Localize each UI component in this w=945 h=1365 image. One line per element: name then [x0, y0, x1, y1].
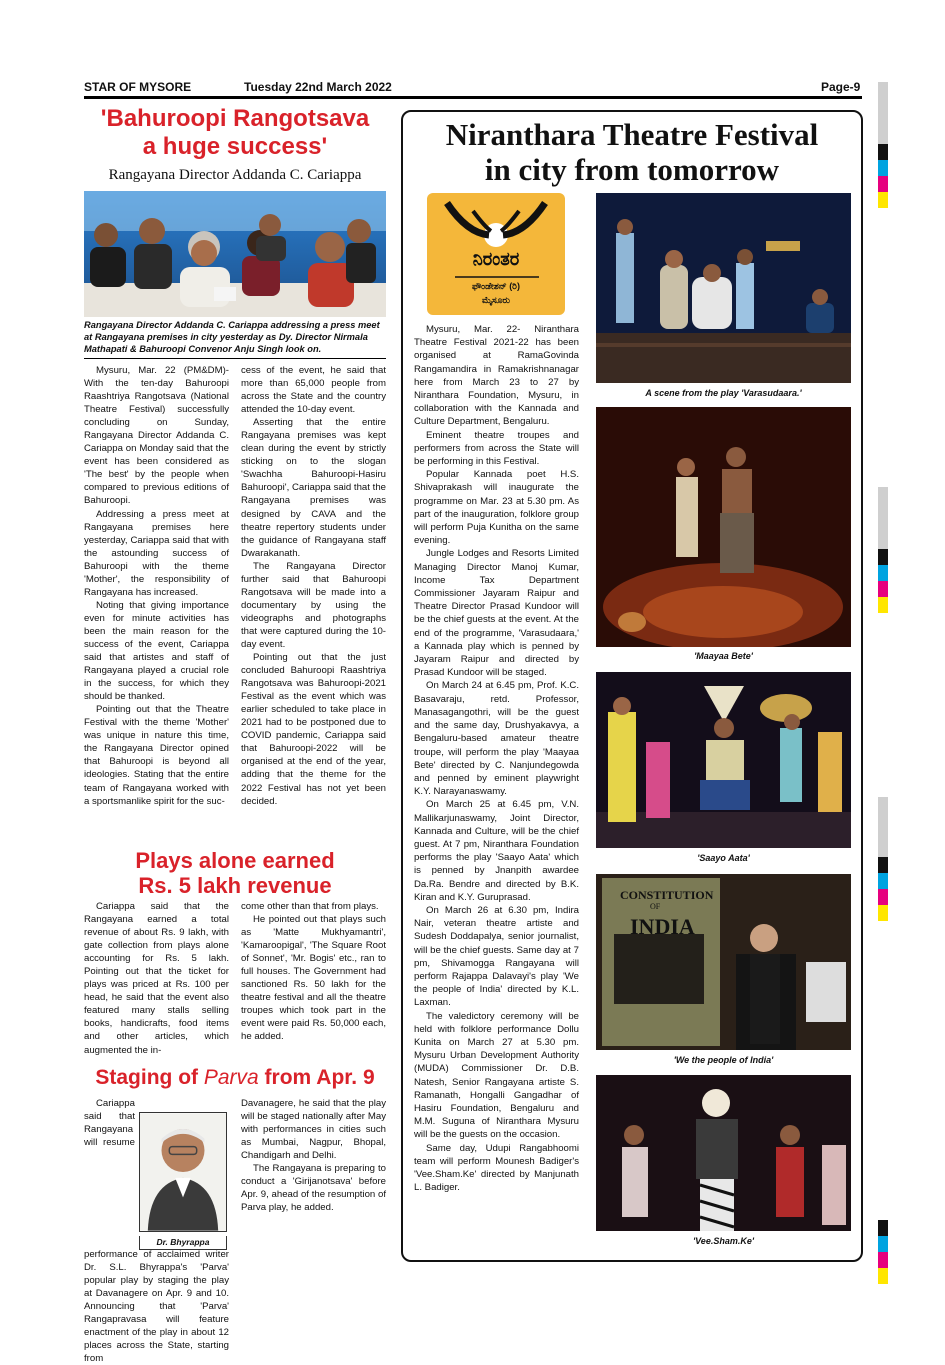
paragraph: Mysuru, Mar. 22 (PM&DM)- With the ten-day Bahuroopi Raashtriya Rangotsava (National Theatre Festival) successfully concluding on Sunday, Rangayana Director Addanda C. Cariappa on Monday said that the event has been considered as 'The best' by the people when compared to previous editions of Bahuroopi. — [84, 365, 229, 507]
caption-we-the-people: 'We the people of India' — [673, 1055, 774, 1065]
masthead-rule — [84, 96, 862, 99]
paragraph: Noting that giving importance even for minute activities has been the main reason for the success of the event, Cariappa said that artistes and staff of Rangayana played a crucial role in the success, for which they should be thanked. — [84, 599, 229, 703]
revenue-col2 — [241, 900, 386, 1044]
paragraph: Cariappa said that Rangayana will resume performance of acclaimed writer Dr. S.L. Bhyrappa's 'Parva' popular play by staging the play at Davanagere on Apr. 9 and 10. Announcing that 'Parva' Rangapravasa will feature enactment of the play in about 12 places across the State, starting from — [84, 1098, 229, 1365]
masthead-page: Page-9 — [821, 80, 861, 94]
right-headline-line2: in city from tomorrow — [484, 152, 780, 187]
paragraph: come other than that from plays. — [241, 901, 379, 912]
constitution-label1: CONSTITUTION — [620, 888, 714, 902]
paragraph: Popular Kannada poet H.S. Shivaprakash will inaugurate the programme on Mar. 23 at 5.30 pm. As part of the inauguration, folklore group will perform Puja Kunitha on the same evening. — [414, 469, 579, 547]
paragraph: On March 25 at 6.45 pm, V.N. Mallikarjunaswamy, Joint Director, Kannada and Culture, will be the chief guest. At 7 pm, Niranthara Foundation performs the play 'Saayo Aata' which is penned by Jnanpith awardee Da.Ra. Bendre and directed by B.K. Kiran and K.Y. Guruprasad. — [414, 799, 579, 903]
revenue-subheading-line1: Plays alone earned — [135, 848, 335, 873]
press-meet-caption: Rangayana Director Addanda C. Cariappa addressing a press meet at Rangayana premises in city yesterday as Dy. Director Nirmala Mathapati & Bahuroopi Convenor Anju Singh look on. — [84, 320, 380, 354]
paragraph: On March 24 at 6.45 pm, Prof. K.C. Basavaraju, retd. Professor, Manasagangothri, will be the guest and the same day, Drushyakavya, a Bengaluru-based amateur theatre troupe, will perform the play 'Maayaa Bete' directed by C. Nanjundegowda and penned by eminent playwright K.Y. Narayanaswamy. — [414, 680, 579, 798]
parva-col2 — [241, 1097, 386, 1214]
logo-script: ನಿರಂತರ — [472, 249, 520, 269]
press-meet-photo — [84, 191, 386, 317]
paragraph: Davanagere, he said that the play will be staged nationally after May with performances in cities such as Mumbai, Nagpur, Bhopal, Chandigarh and Delhi. — [241, 1098, 386, 1162]
right-article-col — [414, 323, 579, 1194]
paragraph: Pointing out that the just concluded Bahuroopi Raashtriya Rangotsava was Bahuroopi-2021 Festival as the event which was earlier scheduled to take place in 2021 had to be postponed due to COVID pandemic, Cariappa said that Bahuroopi-2022 will be organised at the end of the year, adding that the theme for the 2022 Festival has not yet been decided. — [241, 652, 386, 807]
print-cmyk-bar — [878, 1220, 888, 1284]
parva-subheading — [84, 1066, 386, 1090]
left-headline-line1: 'Bahuroopi Rangotsava — [100, 105, 370, 132]
revenue-col1 — [84, 900, 229, 1057]
masthead-date: Tuesday 22nd March 2022 — [244, 80, 392, 94]
paragraph: Pointing out that the Theatre Festival with the theme 'Mother' was unique in nature this time, the Rangayana Director opined that Bahuroopi is beyond all ideologies. Stating that the entire team of Rangayana worked with a sportsmanlike spirit for the suc- — [84, 704, 229, 807]
print-gray-bar — [878, 82, 888, 144]
paragraph: On March 26 at 6.30 pm, Indira Nair, veteran theatre artiste and Sudesh Doddapalya, senior journalist, will be the chief guests. Same day at 7 pm, Shivamogga Rangayana will perform Rajappa Dalavayi's play 'We the people of India' directed by K.L. Laxman. — [414, 904, 579, 1009]
left-article-col1 — [84, 364, 229, 808]
paragraph: The Rangayana is preparing to conduct a 'Girijanotsava' before Apr. 9, ahead of the resumption of Parva play, he added. — [241, 1163, 386, 1214]
constitution-label3: INDIA — [630, 914, 695, 939]
right-headline-line1: Niranthara Theatre Festival — [445, 117, 819, 152]
parva-subheading-pre: Staging of — [95, 1066, 204, 1089]
caption-maayaa-bete: 'Maayaa Bete' — [694, 651, 753, 661]
constitution-label2: OF — [650, 902, 661, 911]
print-cmyk-bar — [878, 549, 888, 613]
parva-subheading-em: Parva — [203, 1066, 259, 1089]
caption-vee-sham-ke: 'Vee.Sham.Ke' — [693, 1236, 754, 1246]
bhyrappa-portrait — [139, 1112, 229, 1248]
right-headline — [403, 117, 861, 187]
revenue-subheading — [84, 848, 386, 898]
print-cmyk-bar — [878, 857, 888, 921]
logo-text2: ಮೈಸೂರು — [482, 295, 510, 305]
left-headline-line2: a huge success' — [142, 133, 328, 160]
paragraph: The Rangayana Director further said that Bahuroopi Rangotsava will be made into a documentary by using the videographs and photographs that were captured during the 10-day event. — [241, 560, 386, 650]
niranthara-logo — [427, 193, 565, 315]
paragraph: Mysuru, Mar. 22- Niranthara Theatre Festival 2021-22 has been organised at RamaGovinda Rangamandira in Ramakrishnanagar here from March 23 to 27 by Niranthara Foundation, Mysuru, in collaboration with the Kannada and Culture Department, Bengaluru. — [414, 324, 579, 428]
print-cmyk-bar — [878, 144, 888, 208]
caption-rule — [84, 358, 386, 359]
photo-we-the-people — [596, 874, 851, 1050]
paragraph: Jungle Lodges and Resorts Limited Managing Director Manoj Kumar, Income Tax Department Commissioner Jayaram Raipur and Theatre Director Prasad Kundoor will be the chief guests at the event. At the end of the programme, 'Varasudaara,' a Kannada play which is penned by Jayaram Raipur and directed by Prasad Kundoor will be staged. — [414, 548, 579, 679]
paragraph: He pointed out that plays such as 'Matte Mukhyamantri', 'Kamaroopigal', 'The Square Root of Sonnet', 'Mr. Bogis' etc., ran to full houses. The Government had sanctioned Rs. 50 lakh for the theatre festival and all the theatre troupes which took part in the event were paid Rs. 50,000 each, he added. — [241, 914, 386, 1043]
paragraph: Eminent theatre troupes and performers from across the State will be performing in this Festival. — [414, 429, 579, 468]
paragraph: The valedictory ceremony will be held with folklore performance Dollu Kunita on March 27 at 5.30 pm. Mysuru Urban Development Authority (MUDA) Commissioner Dr. D.B. Natesh, Senior Rangayana artiste S. Ramanath, Hongalli Gangadhar of Hasiru Foundation, Bengaluru and M.M. Suguna of Niranthara Mysuru will be the guests on the occasion. — [414, 1010, 579, 1141]
logo-text1: ಫೌಂಡೇಶನ್ (ರಿ) — [472, 281, 520, 291]
bhyrappa-caption: Dr. Bhyrappa — [139, 1236, 227, 1250]
paragraph: cess of the event, he said that more than 65,000 people from across the State and the country attended the 10-day event. — [241, 365, 386, 416]
left-subhead: Rangayana Director Addanda C. Cariappa — [108, 167, 362, 183]
left-headline — [84, 105, 386, 161]
parva-subheading-post: from Apr. 9 — [258, 1066, 375, 1089]
photo-saayo-aata — [596, 672, 851, 848]
paragraph: Cariappa said that the Rangayana earned a total revenue of about Rs. 9 lakh, with gate collection from plays alone accounting for Rs. 5 lakh. Pointing out that the ticket for plays was priced at Rs. 100 per head, he said that the event also featured many stalls selling books, handicrafts, food items and other articles, which augmented the in- — [84, 901, 229, 1056]
masthead-paper: STAR OF MYSORE — [84, 80, 192, 94]
caption-saayo-aata: 'Saayo Aata' — [697, 853, 750, 863]
parva-col1 — [84, 1097, 229, 1365]
photo-vee-sham-ke — [596, 1075, 851, 1231]
print-gray-bar — [878, 797, 888, 857]
revenue-subheading-line2: Rs. 5 lakh revenue — [138, 873, 332, 898]
print-gray-bar — [878, 487, 888, 549]
caption-varasudaara: A scene from the play 'Varasudaara.' — [645, 388, 802, 398]
photo-varasudaara — [596, 193, 851, 383]
paragraph: Same day, Udupi Rangabhoomi team will perform Mounesh Badiger's 'Vee.Sham.Ke' directed by Manjunath L. Badiger. — [414, 1142, 579, 1194]
paragraph: Addressing a press meet at Rangayana premises here yesterday, Cariappa said that with the astounding success of Bahuroopi with the theme 'Mother', the responsibility of Rangayana has increased. — [84, 508, 229, 598]
paragraph: Asserting that the entire Rangayana premises was kept clean during the event by strictly sticking on to the slogan 'Swachha Bahuroopi-Hasiru Bahuroopi', Cariappa said that the Rangayana premises was designed by CAVA and the theatre repertory students under the guidance of Rangayana staff Dwarakanath. — [241, 417, 386, 559]
photo-maayaa-bete — [596, 407, 851, 647]
left-article-col2 — [241, 364, 386, 808]
